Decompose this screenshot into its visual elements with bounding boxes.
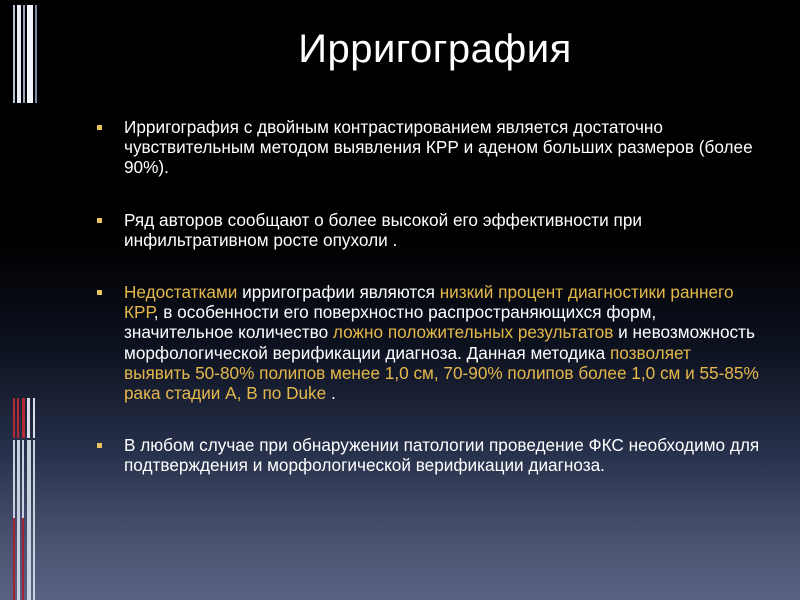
highlighted-text: позволяет выявить 50-80% полипов менее 1,0 см, 70-90% полипов более 1,0 см и 55-85% рака стадии А, В по Duke <box>124 342 764 404</box>
bullet-marker-icon <box>97 290 102 295</box>
slide-title: Ирригография <box>298 27 572 71</box>
decorative-bars-bottom <box>13 398 37 600</box>
bullet-text <box>124 117 761 178</box>
highlighted-text: низкий процент диагностики раннего КРР <box>124 282 739 323</box>
bullet-item <box>96 282 764 404</box>
text-segment: Ирригография с двойным контрастированием является достаточно чувствительным методом выявления КРР и аденом больших размеров (более 90%). <box>124 117 758 178</box>
bullet-marker-icon <box>97 443 102 448</box>
text-segment: . <box>326 383 336 404</box>
bullet-item <box>96 117 761 178</box>
highlighted-text: Недостатками <box>124 282 238 303</box>
text-segment: В любом случае при обнаружении патологии проведение ФКС необходимо для подтверждения и морфологической верификации диагноза. <box>124 435 764 476</box>
bullet-marker-icon <box>97 125 102 130</box>
highlighted-text: ложно положительных результатов <box>332 322 614 343</box>
bullet-text <box>124 435 764 476</box>
text-segment: , в особенности его поверхностно распространяющихся форм, значительное количество <box>124 302 661 343</box>
bullet-marker-icon <box>97 218 102 223</box>
bullet-item <box>96 435 764 476</box>
bullet-item <box>96 210 761 250</box>
text-segment: и невозможность морфологической верификации диагноза. Данная методика <box>124 322 760 363</box>
bullet-list <box>96 117 764 476</box>
bullet-text <box>124 210 761 250</box>
text-segment: Ряд авторов сообщают о более высокой его эффективности при инфильтративном росте опухоли . <box>124 209 647 250</box>
decorative-bars-top <box>13 5 37 103</box>
bullet-text <box>124 282 764 404</box>
text-segment: ирригографии являются <box>237 282 440 303</box>
